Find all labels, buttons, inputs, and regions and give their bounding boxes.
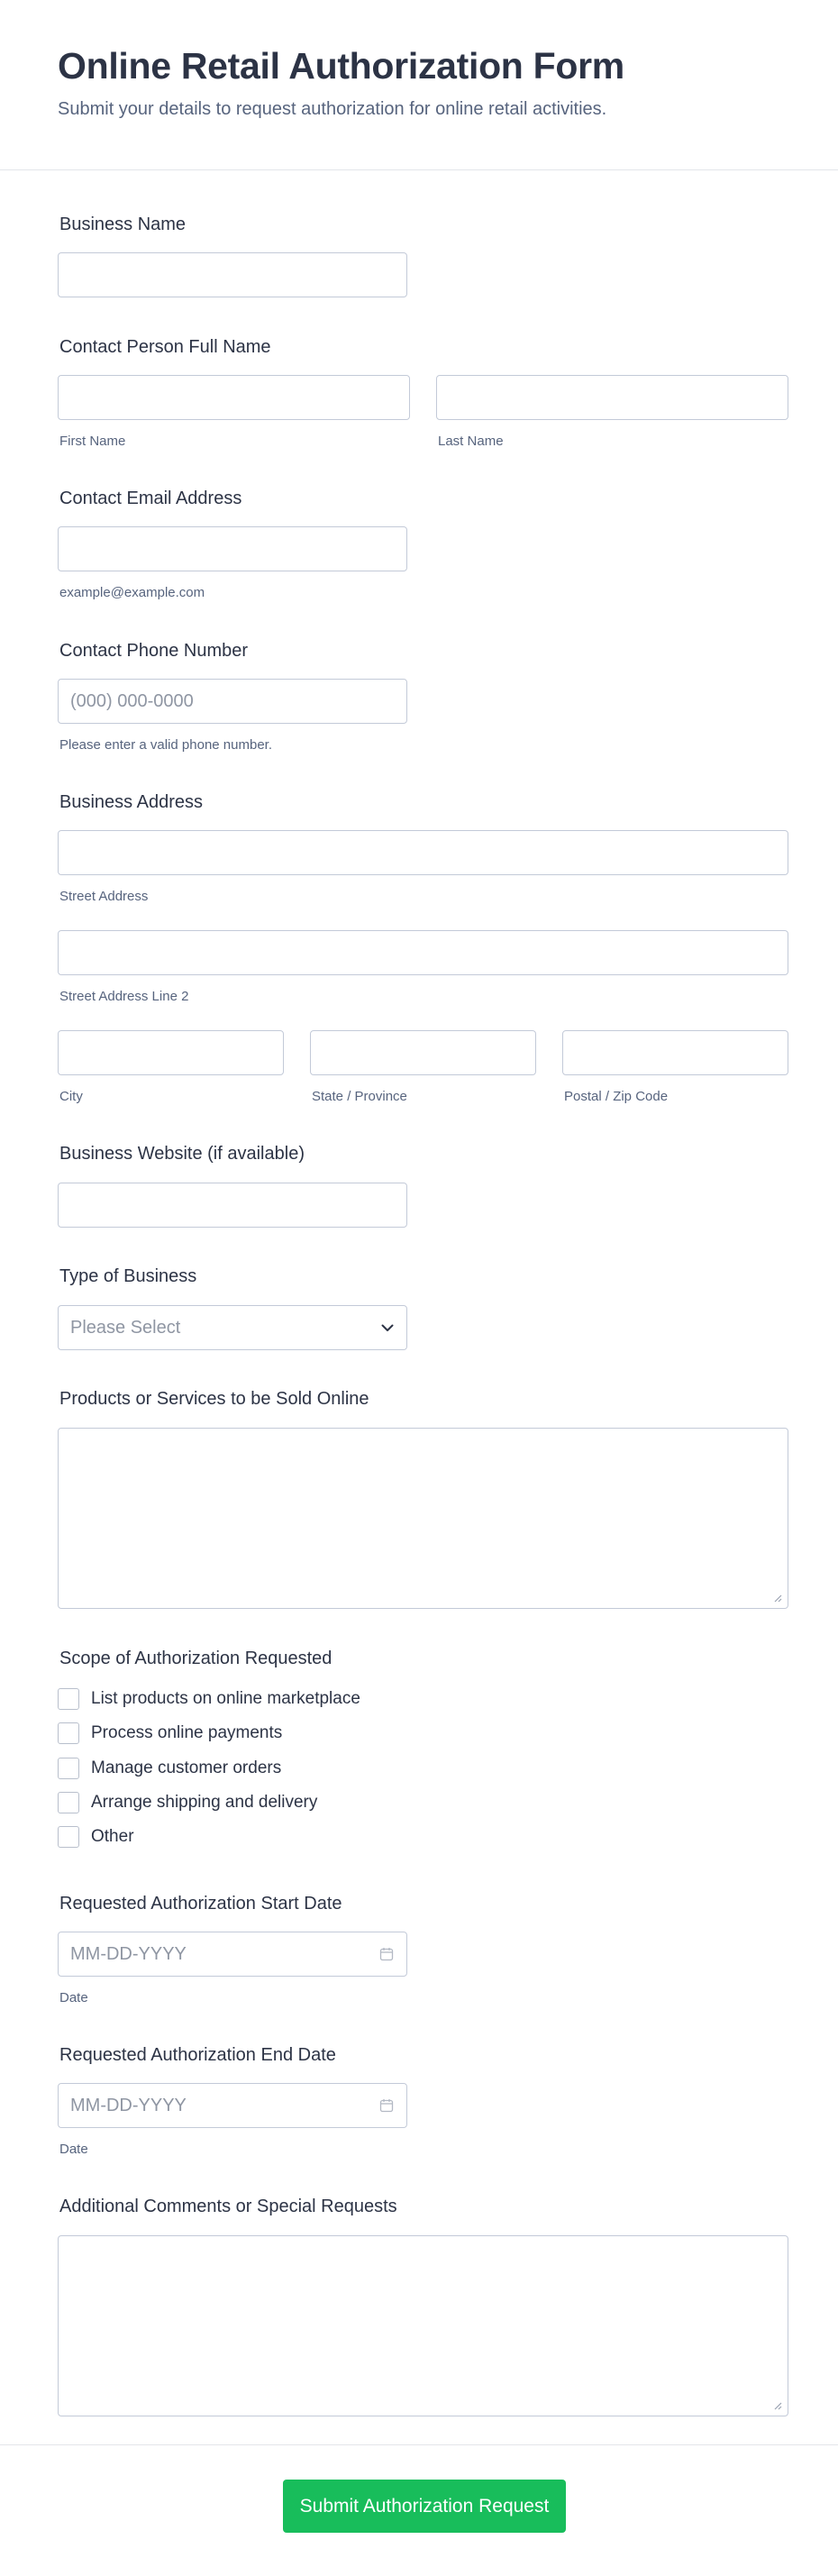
- checkbox[interactable]: [58, 1722, 79, 1744]
- checkbox[interactable]: [58, 1758, 79, 1779]
- end-date-input[interactable]: [58, 2083, 407, 2128]
- city-sublabel: City: [59, 1089, 83, 1104]
- street-address-input[interactable]: [58, 830, 788, 875]
- start-date-sublabel: Date: [59, 1990, 88, 2005]
- zip-input[interactable]: [562, 1030, 788, 1075]
- business-name-input[interactable]: [58, 252, 407, 297]
- phone-sublabel: Please enter a valid phone number.: [59, 737, 272, 753]
- chevron-down-icon: [380, 1320, 395, 1335]
- scope-option-other[interactable]: [58, 1825, 134, 1849]
- resize-grip-icon[interactable]: [773, 1594, 782, 1603]
- scope-option-list-products[interactable]: [58, 1687, 360, 1711]
- form-subtitle: Submit your details to request authorization for online retail activities.: [58, 99, 607, 119]
- website-label: Business Website (if available): [59, 1144, 305, 1164]
- street-address-line2-input[interactable]: [58, 930, 788, 975]
- form-header: [0, 0, 838, 170]
- products-label: Products or Services to be Sold Online: [59, 1389, 369, 1409]
- contact-name-label: Contact Person Full Name: [59, 337, 271, 357]
- calendar-icon[interactable]: [378, 2097, 395, 2114]
- comments-label: Additional Comments or Special Requests: [59, 2197, 397, 2216]
- end-date-sublabel: Date: [59, 2142, 88, 2157]
- business-type-select[interactable]: [58, 1305, 407, 1350]
- end-date-label: Requested Authorization End Date: [59, 2045, 336, 2065]
- last-name-input[interactable]: [436, 375, 788, 420]
- website-input[interactable]: [58, 1183, 407, 1228]
- scope-label: Scope of Authorization Requested: [59, 1649, 332, 1668]
- end-date-placeholder: MM-DD-YYYY: [70, 2095, 187, 2115]
- business-type-selected: Please Select: [70, 1317, 181, 1338]
- resize-grip-icon[interactable]: [773, 2401, 782, 2410]
- state-sublabel: State / Province: [312, 1089, 407, 1104]
- checkbox-label: Process online payments: [91, 1723, 283, 1742]
- email-label: Contact Email Address: [59, 489, 242, 508]
- checkbox[interactable]: [58, 1792, 79, 1813]
- submit-button[interactable]: Submit Authorization Request: [283, 2480, 566, 2533]
- phone-input[interactable]: [58, 679, 407, 724]
- checkbox[interactable]: [58, 1826, 79, 1848]
- city-input[interactable]: [58, 1030, 284, 1075]
- email-sublabel: example@example.com: [59, 585, 205, 600]
- first-name-sublabel: First Name: [59, 434, 126, 449]
- zip-sublabel: Postal / Zip Code: [564, 1089, 669, 1104]
- email-input[interactable]: [58, 526, 407, 571]
- products-textarea[interactable]: [58, 1428, 788, 1609]
- scope-option-process-payments[interactable]: [58, 1722, 282, 1745]
- checkbox-label: Arrange shipping and delivery: [91, 1793, 318, 1812]
- checkbox[interactable]: [58, 1688, 79, 1710]
- address-label: Business Address: [59, 792, 203, 812]
- calendar-icon[interactable]: [378, 1946, 395, 1962]
- comments-textarea[interactable]: [58, 2235, 788, 2416]
- scope-option-shipping[interactable]: [58, 1791, 317, 1814]
- start-date-placeholder: MM-DD-YYYY: [70, 1943, 187, 1964]
- state-input[interactable]: [310, 1030, 536, 1075]
- form-title: Online Retail Authorization Form: [58, 45, 624, 87]
- start-date-input[interactable]: [58, 1932, 407, 1977]
- checkbox-label: List products on online marketplace: [91, 1689, 360, 1708]
- first-name-input[interactable]: [58, 375, 410, 420]
- start-date-label: Requested Authorization Start Date: [59, 1894, 342, 1914]
- street-address-sublabel: Street Address: [59, 889, 149, 904]
- business-type-label: Type of Business: [59, 1266, 197, 1286]
- checkbox-label: Other: [91, 1827, 134, 1846]
- street-address-line2-sublabel: Street Address Line 2: [59, 989, 189, 1004]
- scope-option-manage-orders[interactable]: [58, 1757, 281, 1780]
- business-name-label: Business Name: [59, 215, 187, 234]
- phone-label: Contact Phone Number: [59, 641, 249, 661]
- last-name-sublabel: Last Name: [438, 434, 504, 449]
- checkbox-label: Manage customer orders: [91, 1758, 282, 1777]
